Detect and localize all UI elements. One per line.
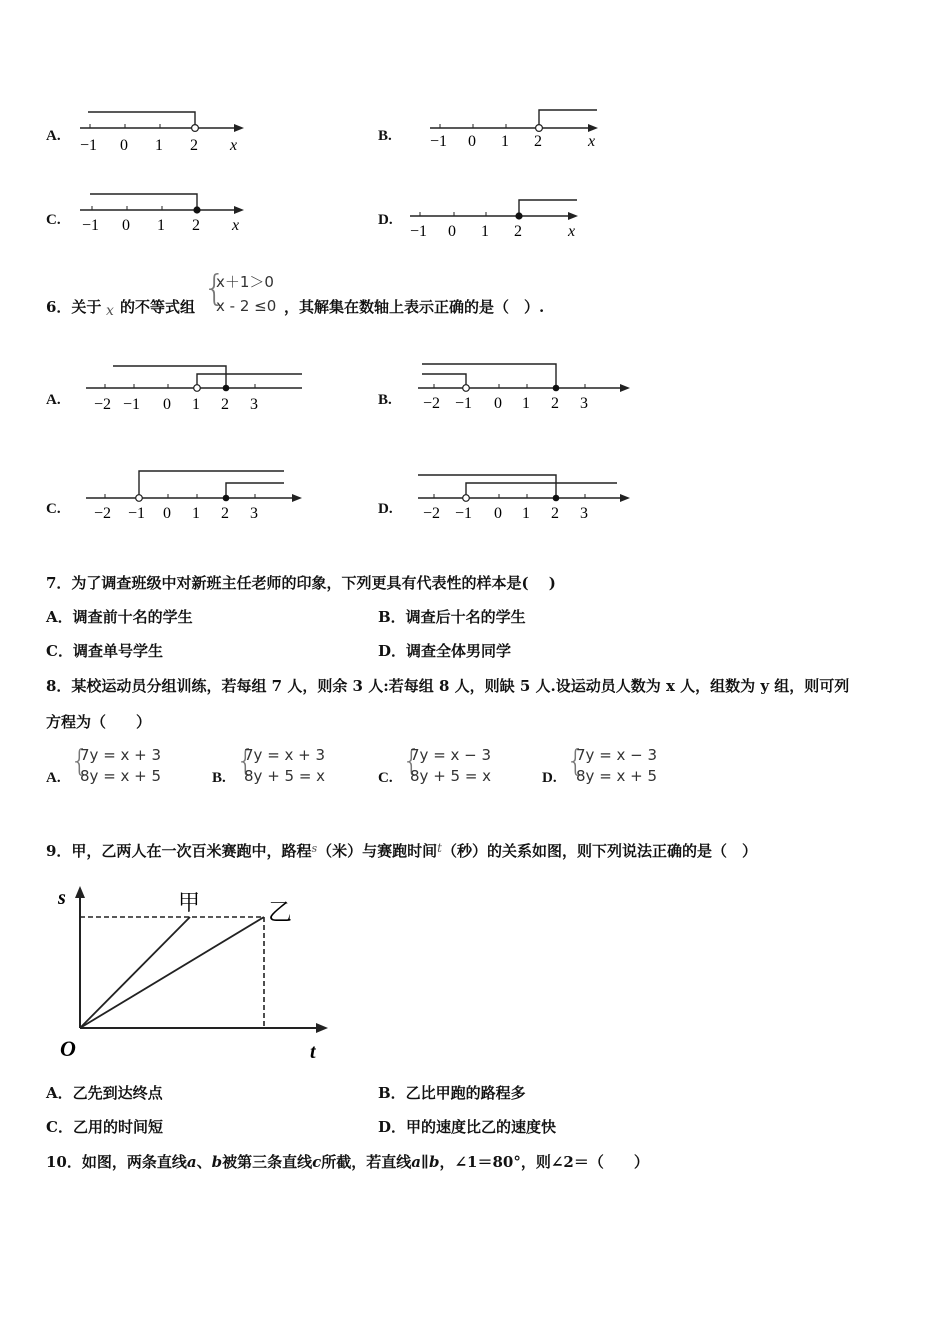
- q8-option-d-eq1: 7y = x − 3: [576, 746, 658, 764]
- q8-option-d-eq2: 8y = x + 5: [576, 767, 658, 785]
- tick-label: −1: [410, 223, 428, 240]
- tick-label: 3: [580, 505, 588, 522]
- q8-stem-line2: 方程为（ ）: [46, 713, 152, 731]
- q10-stem: [46, 1151, 649, 1172]
- tick-label: −1: [455, 505, 473, 522]
- q7-option-a[interactable]: A．调查前十名的学生: [46, 608, 193, 626]
- tick-label: 3: [580, 395, 588, 412]
- brace-icon: {: [236, 744, 256, 779]
- q9-stem-part1: 9．甲，乙两人在一次百米赛跑中，路程: [46, 842, 312, 860]
- axis-label: x: [230, 137, 238, 154]
- q6-number: 6．关于: [46, 298, 102, 316]
- brace-icon: {: [70, 744, 90, 779]
- tick-label: 1: [192, 505, 200, 522]
- q5-option-b-numberline: [422, 100, 612, 156]
- q5-option-a-numberline: [74, 100, 254, 156]
- tick-label: 2: [190, 137, 198, 154]
- q8-option-b-label[interactable]: B.: [212, 770, 226, 786]
- q8-option-b-eq2: 8y + 5 = x: [244, 767, 326, 785]
- axis-label: x: [232, 217, 240, 234]
- tick-label: −1: [82, 217, 100, 234]
- brace-icon: {: [566, 744, 586, 779]
- graph-s-label: s: [58, 887, 66, 909]
- q5-option-d-numberline: [402, 190, 592, 246]
- q9-stem: [46, 840, 757, 861]
- q6-option-b-numberline: [412, 356, 642, 416]
- q7-option-d[interactable]: D．调查全体男同学: [378, 642, 512, 660]
- tick-label: 2: [514, 223, 522, 240]
- tick-label: 0: [494, 505, 502, 522]
- q8-option-a-eq2: 8y = x + 5: [80, 767, 162, 785]
- tick-label: 2: [221, 396, 229, 413]
- q10-var-c: c: [312, 1153, 322, 1171]
- graph-runner-a-label: 甲: [178, 890, 201, 915]
- q10-sep: 、: [196, 1153, 212, 1171]
- tick-label: 0: [163, 396, 171, 413]
- tick-label: 2: [551, 505, 559, 522]
- tick-label: −1: [80, 137, 98, 154]
- q10-stem-part3: 所截，若直线: [321, 1153, 412, 1171]
- q9-stem-part3: （秒）的关系如图，则下列说法正确的是（ ）: [441, 842, 757, 860]
- q10-stem-part4: ，∠1＝80°，则∠2＝（ ）: [439, 1153, 649, 1171]
- tick-label: 1: [192, 396, 200, 413]
- tick-label: 2: [221, 505, 229, 522]
- q6-option-d-label[interactable]: D.: [378, 501, 393, 517]
- q6-mid-text: 的不等式组: [120, 298, 196, 316]
- q7-option-b[interactable]: B．调查后十名的学生: [378, 608, 526, 626]
- q8-option-b-eq1: 7y = x + 3: [244, 746, 326, 764]
- q9-var-s: s: [311, 842, 318, 855]
- q8-option-c-label[interactable]: C.: [378, 770, 393, 786]
- tick-label: 2: [534, 133, 542, 150]
- tick-label: 0: [494, 395, 502, 412]
- tick-label: −2: [94, 396, 112, 413]
- axis-label: x: [568, 223, 576, 240]
- tick-label: 3: [250, 505, 258, 522]
- tick-label: 0: [122, 217, 130, 234]
- q6-option-b-label[interactable]: B.: [378, 392, 392, 408]
- q10-parallel: a∥b: [411, 1153, 440, 1171]
- q9-option-a[interactable]: A．乙先到达终点: [46, 1084, 163, 1102]
- q6-option-c-label[interactable]: C.: [46, 501, 61, 517]
- q10-stem-part1: 10．如图，两条直线: [46, 1153, 187, 1171]
- tick-label: −1: [128, 505, 146, 522]
- q9-distance-time-graph: [52, 882, 342, 1064]
- q7-option-c[interactable]: C．调查单号学生: [46, 642, 163, 660]
- q6-tail-text: ，其解集在数轴上表示正确的是（ ）.: [284, 298, 545, 316]
- q6-inequality-2: x - 2 ≤0: [216, 297, 277, 315]
- tick-label: 1: [157, 217, 165, 234]
- tick-label: −2: [94, 505, 112, 522]
- q5-option-a-label[interactable]: A.: [46, 128, 61, 144]
- q8-option-d-label[interactable]: D.: [542, 770, 557, 786]
- tick-label: 1: [155, 137, 163, 154]
- axis-label: x: [588, 133, 596, 150]
- q8-option-c-eq2: 8y + 5 = x: [410, 767, 492, 785]
- q8-stem-line1: 8．某校运动员分组训练，若每组 7 人，则余 3 人:若每组 8 人，则缺 5 人.设运动员人数为 x 人，组数为 y 组，则可列: [46, 677, 850, 695]
- q6-stem: [46, 296, 101, 317]
- q7-stem: 7．为了调查班级中对新班主任老师的印象，下列更具有代表性的样本是( ): [46, 574, 556, 592]
- tick-label: 0: [163, 505, 171, 522]
- q8-option-a-label[interactable]: A.: [46, 770, 61, 786]
- tick-label: −1: [455, 395, 473, 412]
- q6-option-a-label[interactable]: A.: [46, 392, 61, 408]
- q10-stem-part2: 被第三条直线: [222, 1153, 313, 1171]
- tick-label: −1: [123, 396, 141, 413]
- q5-option-d-label[interactable]: D.: [378, 212, 393, 228]
- q5-option-c-label[interactable]: C.: [46, 212, 61, 228]
- runner-b-line: [80, 917, 264, 1028]
- q6-inequality-1: x＋1＞0: [216, 273, 274, 291]
- tick-label: 2: [551, 395, 559, 412]
- tick-label: 2: [192, 217, 200, 234]
- tick-label: 1: [522, 505, 530, 522]
- tick-label: 3: [250, 396, 258, 413]
- tick-label: −1: [430, 133, 448, 150]
- q5-option-c-numberline: [74, 183, 254, 239]
- q9-option-c[interactable]: C．乙用的时间短: [46, 1118, 163, 1136]
- q9-option-d[interactable]: D．甲的速度比乙的速度快: [378, 1118, 557, 1136]
- tick-label: −2: [423, 505, 441, 522]
- tick-label: −2: [423, 395, 441, 412]
- q8-option-a-eq1: 7y = x + 3: [80, 746, 162, 764]
- tick-label: 1: [522, 395, 530, 412]
- tick-label: 1: [501, 133, 509, 150]
- tick-label: 1: [481, 223, 489, 240]
- q6-option-c-numberline: [80, 466, 320, 526]
- q9-stem-part2: （米）与赛跑时间: [317, 842, 438, 860]
- q9-option-b[interactable]: B．乙比甲跑的路程多: [378, 1084, 526, 1102]
- q6-variable: x: [106, 303, 114, 319]
- q5-option-b-label[interactable]: B.: [378, 128, 392, 144]
- q10-var-a: a: [186, 1153, 197, 1171]
- tick-label: 0: [468, 133, 476, 150]
- tick-label: 0: [448, 223, 456, 240]
- graph-t-label: t: [310, 1041, 316, 1063]
- graph-origin-label: O: [60, 1036, 76, 1061]
- q6-option-d-numberline: [412, 466, 642, 526]
- graph-runner-b-label: 乙: [268, 900, 292, 926]
- q8-option-c-eq1: 7y = x − 3: [410, 746, 492, 764]
- q9-var-t: t: [437, 841, 442, 855]
- brace-icon: {: [203, 268, 226, 309]
- q10-var-b: b: [211, 1153, 223, 1171]
- q6-option-a-numberline: [80, 358, 320, 418]
- brace-icon: {: [402, 744, 422, 779]
- tick-label: 0: [120, 137, 128, 154]
